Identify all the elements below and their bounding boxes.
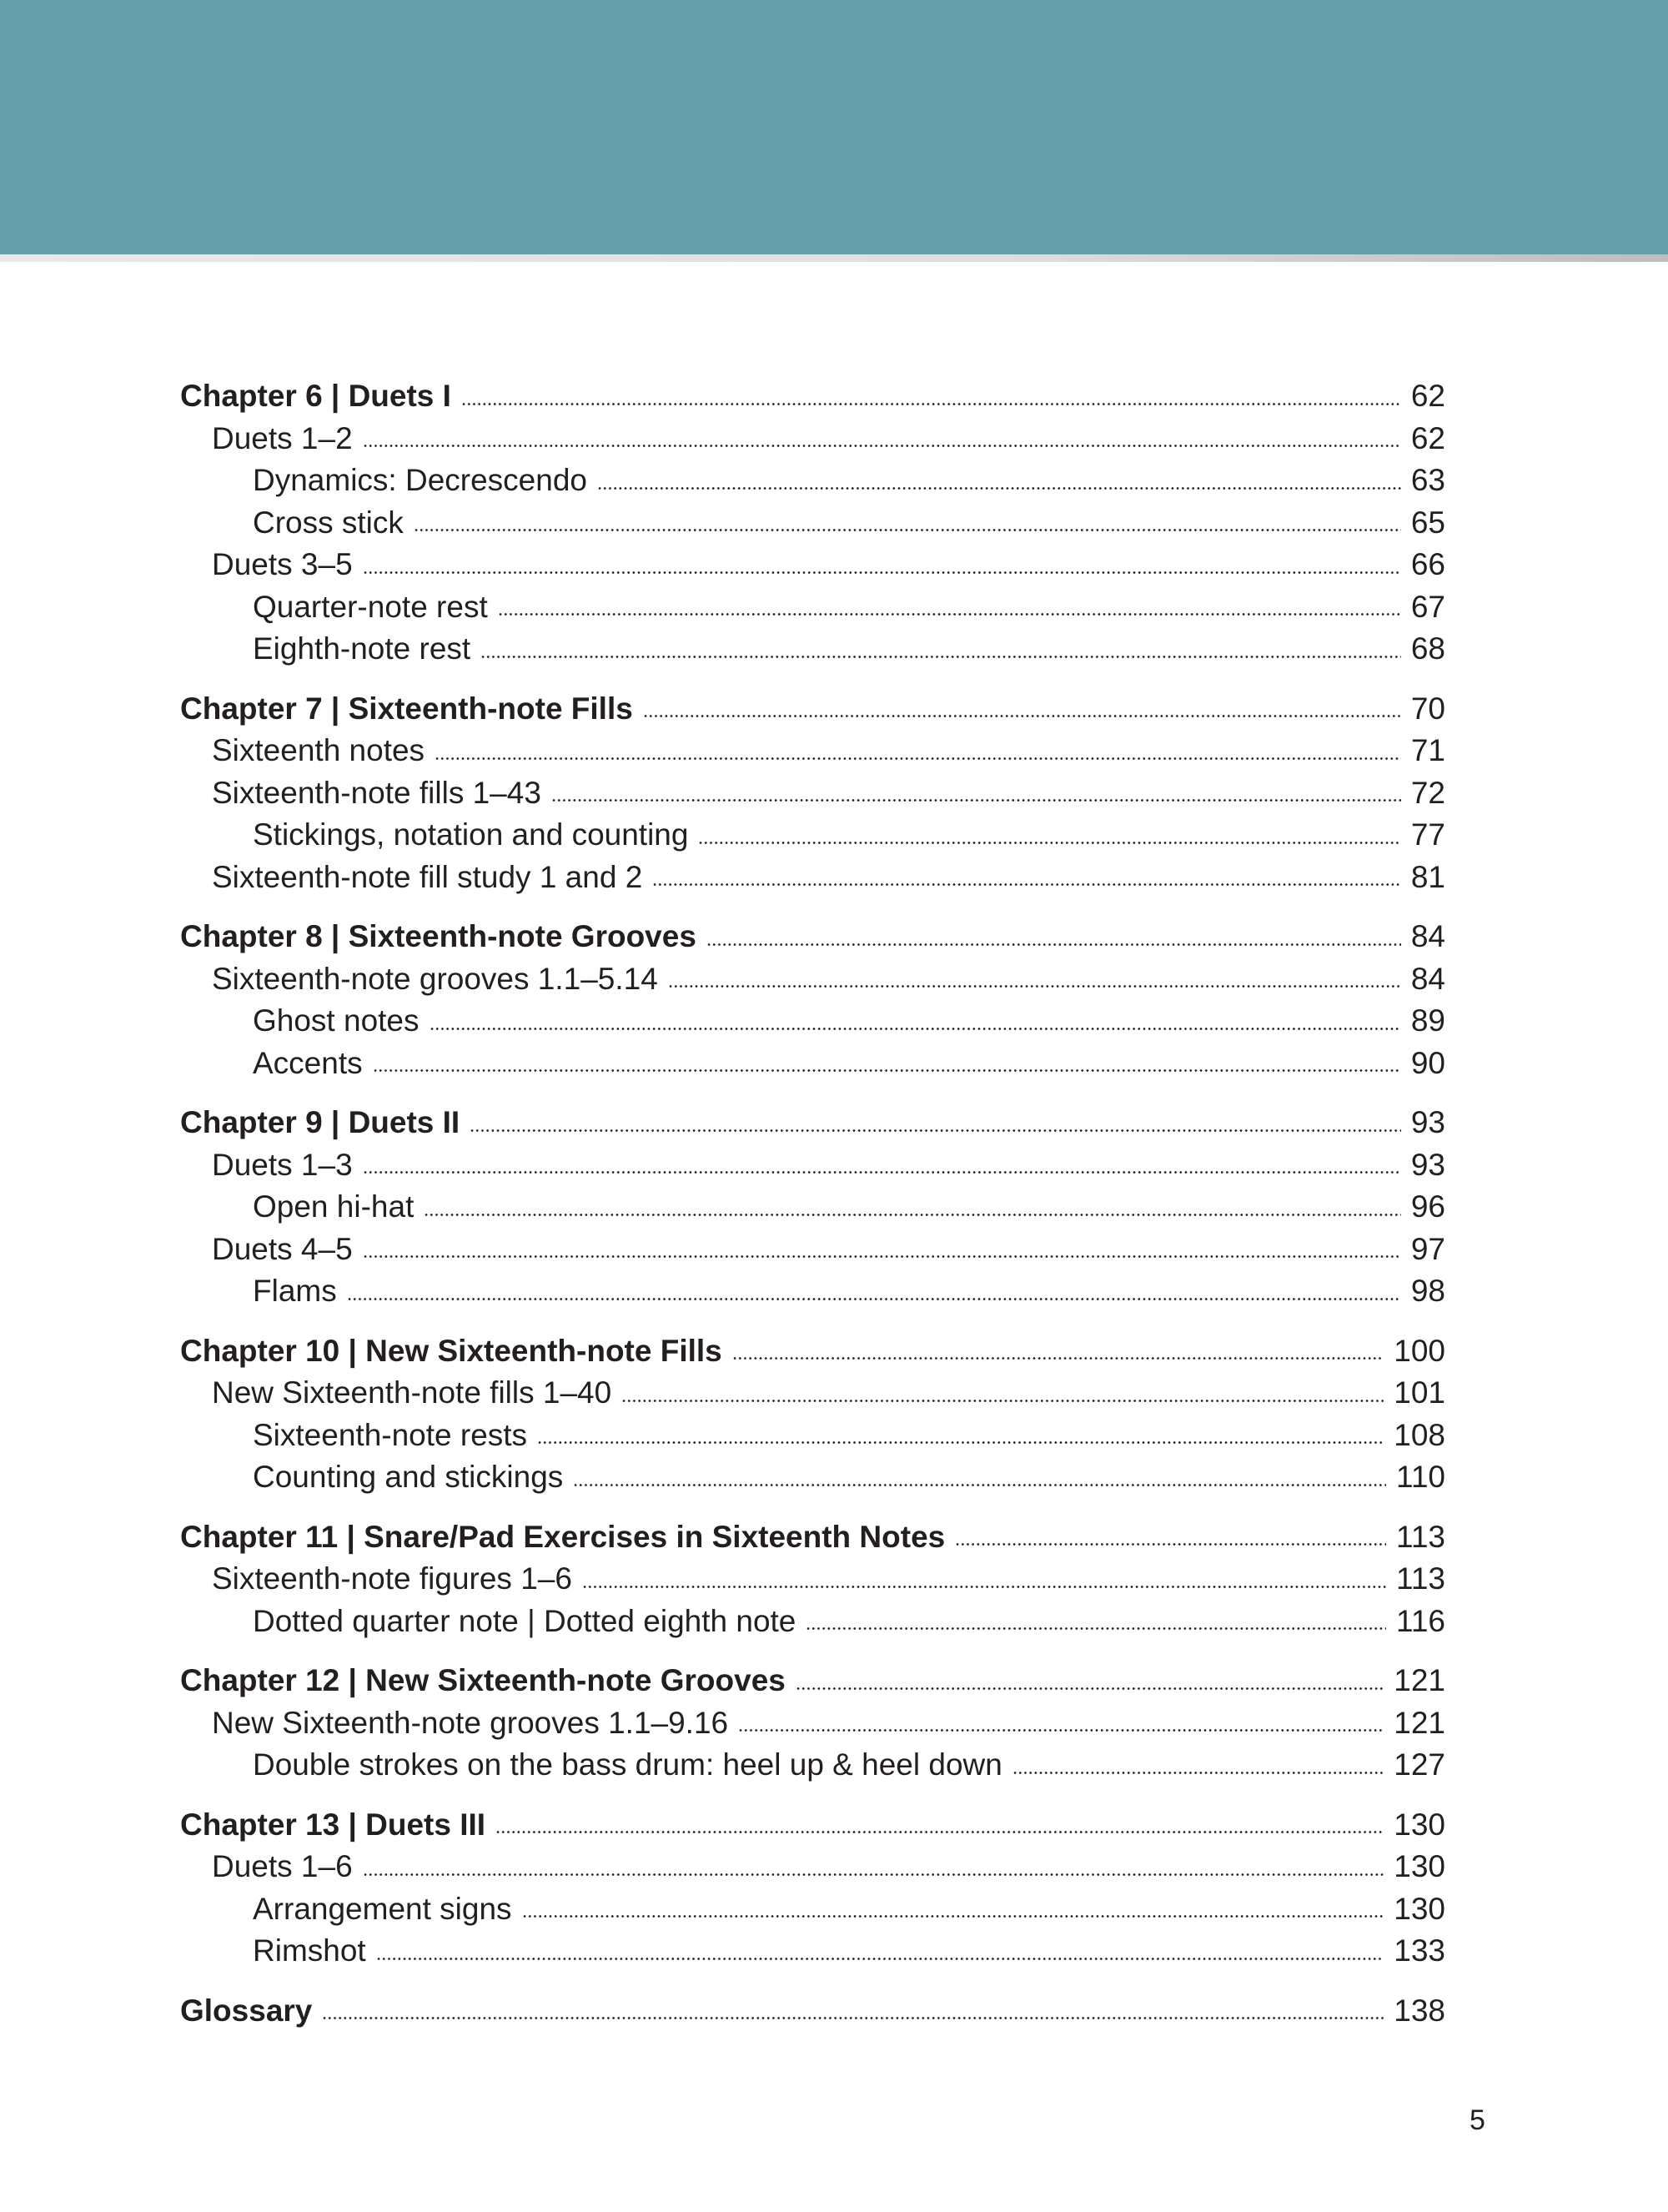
toc-section-entry[interactable]: [180, 857, 1445, 899]
toc-subsection-entry[interactable]: [180, 1186, 1445, 1229]
dot-leader: [470, 1129, 1401, 1132]
toc-page-number: 121: [1394, 1705, 1445, 1740]
toc-subsection-entry[interactable]: [180, 1930, 1445, 1973]
toc-page-number: 96: [1410, 1189, 1445, 1224]
toc-entry-title: Sixteenth-note figures 1–6: [212, 1561, 572, 1596]
toc-entry-title: Sixteenth-note fills 1–43: [212, 775, 541, 810]
toc-section-entry[interactable]: [180, 1702, 1445, 1745]
toc-page-number: 98: [1410, 1274, 1445, 1308]
toc-subsection-entry[interactable]: [180, 586, 1445, 629]
toc-page-number: 65: [1410, 505, 1445, 540]
toc-chapter-heading[interactable]: [180, 916, 1445, 958]
dot-leader: [414, 529, 1401, 531]
toc-page-number: 72: [1410, 775, 1445, 810]
toc-subsection-entry[interactable]: [180, 1000, 1445, 1043]
toc-subsection-entry[interactable]: [180, 1744, 1445, 1787]
toc-section-entry[interactable]: [180, 1558, 1445, 1601]
dot-leader: [1012, 1772, 1384, 1774]
toc-entry-title: Eighth-note rest: [253, 631, 471, 666]
toc-page-number: 77: [1410, 817, 1445, 852]
toc-subsection-entry[interactable]: [180, 460, 1445, 502]
toc-entry-title: Sixteenth notes: [212, 733, 425, 767]
toc-page-number: 100: [1394, 1333, 1445, 1368]
dot-leader: [363, 1255, 1401, 1258]
toc-entry-title: Double strokes on the bass drum: heel up & heel down: [253, 1747, 1002, 1782]
page-number: 5: [1470, 2104, 1485, 2136]
toc-section-entry[interactable]: [180, 772, 1445, 815]
toc-entry-title: Duets 1–2: [212, 420, 353, 455]
toc-entry-title: Chapter 11 | Snare/Pad Exercises in Sixteenth Notes: [180, 1519, 946, 1554]
toc-section-entry[interactable]: [180, 1372, 1445, 1415]
toc-page-number: 97: [1410, 1231, 1445, 1266]
toc-chapter-block: [180, 375, 1445, 671]
toc-section-entry[interactable]: [180, 730, 1445, 772]
toc-entry-title: Chapter 12 | New Sixteenth-note Grooves: [180, 1663, 786, 1697]
toc-chapter-block: [180, 1516, 1445, 1643]
toc-chapter-heading[interactable]: [180, 1804, 1445, 1847]
toc-subsection-entry[interactable]: [180, 1456, 1445, 1499]
toc-page-number: 130: [1394, 1807, 1445, 1842]
toc-entry-title: Duets 1–6: [212, 1849, 353, 1883]
toc-page-number: 93: [1410, 1147, 1445, 1182]
toc-page-number: 81: [1410, 859, 1445, 894]
toc-page-number: 113: [1396, 1561, 1445, 1596]
toc-page-number: 110: [1396, 1460, 1445, 1494]
toc-page-number: 116: [1396, 1603, 1445, 1638]
toc-entry-title: Flams: [253, 1274, 337, 1308]
toc-entry-title: Open hi-hat: [253, 1189, 414, 1224]
toc-section-entry[interactable]: [180, 1846, 1445, 1888]
toc-entry-title: Dynamics: Decrescendo: [253, 463, 587, 497]
toc-page-number: 133: [1394, 1933, 1445, 1968]
header-band: [0, 0, 1668, 254]
dot-leader: [363, 1873, 1384, 1876]
toc-entry-title: Sixteenth-note rests: [253, 1417, 528, 1452]
dot-leader: [621, 1400, 1384, 1402]
dot-leader: [551, 799, 1401, 802]
toc-page-number: 62: [1410, 420, 1445, 455]
toc-page-number: 89: [1410, 1003, 1445, 1038]
toc-chapter-block: [180, 1102, 1445, 1313]
dot-leader: [347, 1298, 1401, 1300]
toc-chapter-heading[interactable]: [180, 1660, 1445, 1702]
dot-leader: [732, 1357, 1384, 1360]
toc-chapter-block: [180, 1330, 1445, 1499]
toc-entry-title: Glossary: [180, 1993, 313, 2028]
toc-page-number: 130: [1394, 1891, 1445, 1926]
toc-page-number: 130: [1394, 1849, 1445, 1883]
toc-chapter-heading[interactable]: [180, 1102, 1445, 1144]
dot-leader: [495, 1831, 1384, 1833]
dot-leader: [573, 1484, 1386, 1486]
toc-entry-title: Counting and stickings: [253, 1460, 564, 1494]
toc-page-number: 113: [1396, 1519, 1445, 1554]
toc-entry-title: New Sixteenth-note fills 1–40: [212, 1375, 612, 1410]
toc-subsection-entry[interactable]: [180, 1415, 1445, 1457]
toc-page-number: 108: [1394, 1417, 1445, 1452]
toc-entry-title: Chapter 10 | New Sixteenth-note Fills: [180, 1333, 722, 1368]
toc-entry-title: Accents: [253, 1045, 363, 1080]
toc-page-number: 90: [1410, 1045, 1445, 1080]
dot-leader: [796, 1687, 1384, 1690]
toc-entry-title: Chapter 6 | Duets I: [180, 379, 451, 413]
toc-section-entry[interactable]: [180, 958, 1445, 1001]
toc-page-number: 70: [1410, 691, 1445, 726]
toc-chapter-block: [180, 916, 1445, 1084]
toc-page-number: 67: [1410, 589, 1445, 624]
dot-leader: [652, 883, 1401, 886]
toc-page-number: 138: [1394, 1993, 1445, 2028]
dot-leader: [955, 1543, 1386, 1546]
header-divider: [0, 254, 1668, 262]
toc-entry-title: Arrangement signs: [253, 1891, 512, 1926]
toc-section-entry[interactable]: [180, 1144, 1445, 1187]
dot-leader: [597, 487, 1401, 490]
dot-leader: [643, 715, 1401, 717]
dot-leader: [480, 656, 1401, 658]
dot-leader: [424, 1214, 1400, 1216]
toc-chapter-block: [180, 1990, 1445, 2033]
toc-entry-title: Rimshot: [253, 1933, 366, 1968]
toc-chapter-block: [180, 1660, 1445, 1787]
toc-page-number: 93: [1410, 1105, 1445, 1139]
toc-entry-title: Quarter-note rest: [253, 589, 488, 624]
toc-chapter-heading[interactable]: [180, 1516, 1445, 1559]
toc-subsection-entry[interactable]: [180, 1601, 1445, 1643]
toc-page-number: 84: [1410, 961, 1445, 996]
dot-leader: [738, 1729, 1384, 1732]
dot-leader: [435, 757, 1401, 760]
toc-page-number: 63: [1410, 463, 1445, 497]
toc-entry-title: Duets 3–5: [212, 547, 353, 581]
toc-subsection-entry[interactable]: [180, 1270, 1445, 1313]
dot-leader: [806, 1627, 1386, 1630]
toc-subsection-entry[interactable]: [180, 1043, 1445, 1085]
toc-section-entry[interactable]: [180, 544, 1445, 586]
toc-chapter-heading[interactable]: [180, 375, 1445, 418]
dot-leader: [522, 1915, 1384, 1918]
toc-entry-title: Duets 4–5: [212, 1231, 353, 1266]
toc-page-number: 84: [1410, 919, 1445, 953]
toc-section-entry[interactable]: [180, 1229, 1445, 1271]
dot-leader: [430, 1028, 1401, 1030]
toc-page-number: 62: [1410, 379, 1445, 413]
dot-leader: [376, 1958, 1384, 1960]
toc-page-number: 101: [1394, 1375, 1445, 1410]
toc-subsection-entry[interactable]: [180, 1888, 1445, 1931]
dot-leader: [363, 1171, 1401, 1174]
dot-leader: [363, 445, 1401, 447]
toc-subsection-entry[interactable]: [180, 502, 1445, 545]
toc-entry-title: Chapter 8 | Sixteenth-note Grooves: [180, 919, 696, 953]
toc-entry-title: Chapter 7 | Sixteenth-note Fills: [180, 691, 633, 726]
dot-leader: [537, 1441, 1384, 1444]
toc-entry-title: Sixteenth-note fill study 1 and 2: [212, 859, 643, 894]
toc-page-number: 127: [1394, 1747, 1445, 1782]
toc-section-entry[interactable]: [180, 418, 1445, 460]
toc-chapter-block: [180, 1804, 1445, 1973]
dot-leader: [582, 1586, 1386, 1588]
toc-page-number: 71: [1410, 733, 1445, 767]
toc-entry-title: Ghost notes: [253, 1003, 420, 1038]
toc-chapter-heading[interactable]: [180, 1990, 1445, 2033]
toc-page-number: 121: [1394, 1663, 1445, 1697]
toc-entry-title: Chapter 9 | Duets II: [180, 1105, 460, 1139]
toc-entry-title: Sixteenth-note grooves 1.1–5.14: [212, 961, 658, 996]
dot-leader: [706, 943, 1401, 946]
dot-leader: [698, 842, 1400, 844]
toc-chapter-heading[interactable]: [180, 1330, 1445, 1373]
toc-entry-title: Duets 1–3: [212, 1147, 353, 1182]
toc-entry-title: Dotted quarter note | Dotted eighth note: [253, 1603, 796, 1638]
dot-leader: [668, 985, 1401, 988]
toc-entry-title: Cross stick: [253, 505, 404, 540]
toc-page-number: 66: [1410, 547, 1445, 581]
toc-entry-title: New Sixteenth-note grooves 1.1–9.16: [212, 1705, 729, 1740]
table-of-contents: [180, 375, 1445, 2049]
toc-chapter-block: [180, 688, 1445, 899]
dot-leader: [498, 613, 1401, 616]
toc-chapter-heading[interactable]: [180, 688, 1445, 731]
dot-leader: [363, 571, 1401, 574]
dot-leader: [322, 2017, 1384, 2019]
toc-page-number: 68: [1410, 631, 1445, 666]
toc-entry-title: Chapter 13 | Duets III: [180, 1807, 486, 1842]
dot-leader: [461, 403, 1401, 405]
dot-leader: [373, 1069, 1401, 1072]
toc-subsection-entry[interactable]: [180, 628, 1445, 671]
toc-subsection-entry[interactable]: [180, 814, 1445, 857]
toc-entry-title: Stickings, notation and counting: [253, 817, 689, 852]
